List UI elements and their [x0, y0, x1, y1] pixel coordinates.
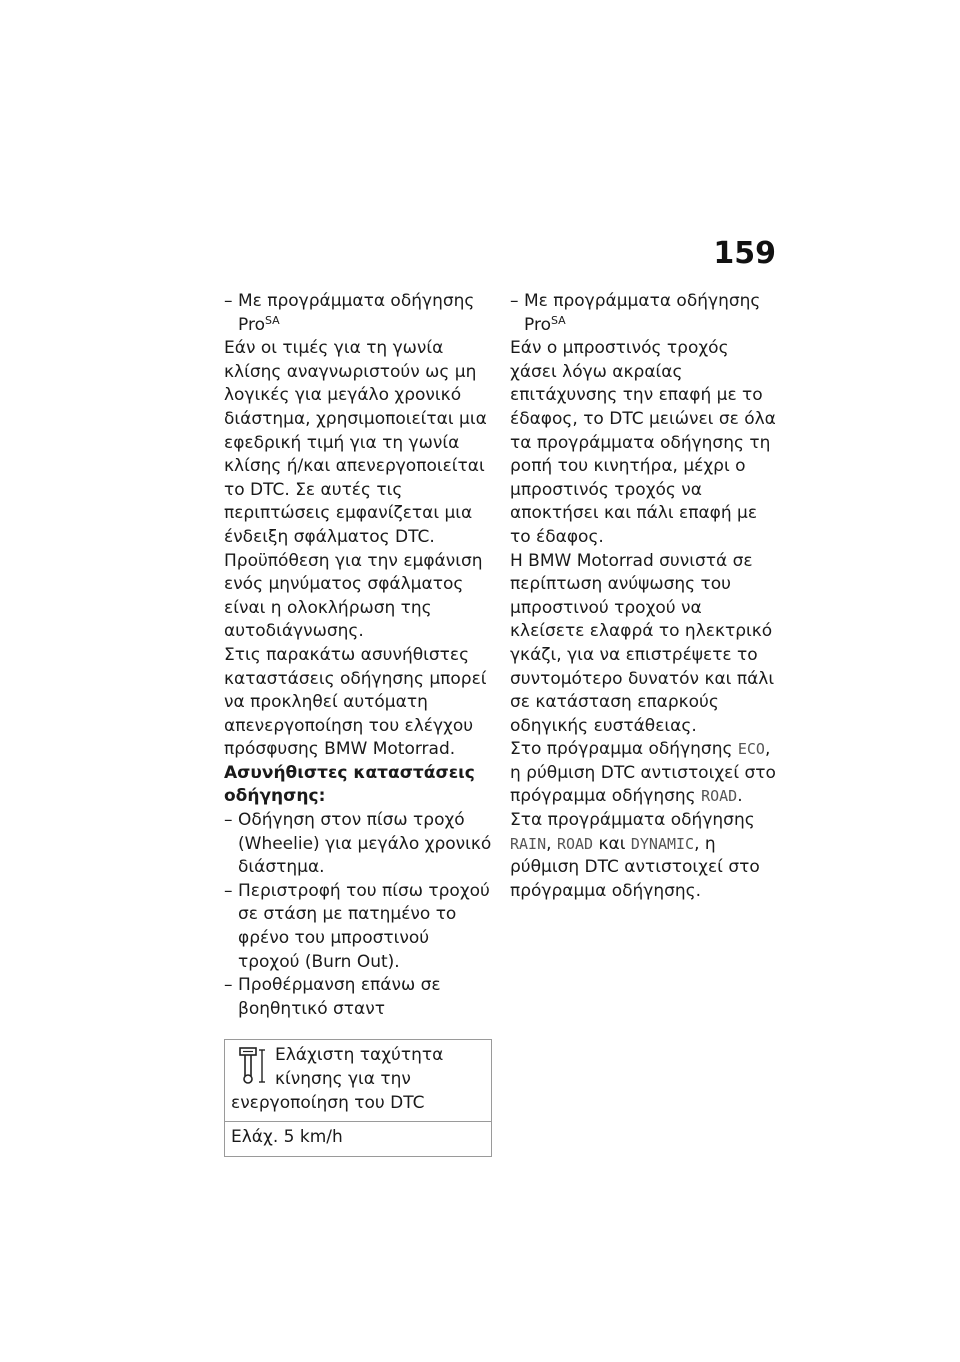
pro-label: Pro: [238, 314, 265, 335]
left-column: [224, 290, 494, 1157]
sa-superscript: SA: [264, 313, 280, 327]
text: , η ρύθμιση DTC αντιστοιχεί στο πρόγραμμα οδήγησης.: [510, 833, 760, 901]
mode-road: ROAD: [556, 834, 594, 853]
page-number: 159: [713, 236, 776, 271]
list-item: – Προθέρμανση επάνω σε βοηθητικό σταντ: [224, 974, 494, 1021]
pro-label: Pro: [524, 314, 551, 335]
list-item-pro-sa: [510, 290, 780, 337]
paragraph: Στις παρακάτω ασυνήθιστες καταστάσεις οδήγησης μπορεί να προκληθεί αυτόματη απενεργοποίηση του ελέγχου πρόσφυσης BMW Motorrad.: [224, 644, 487, 760]
spec-value: Ελάχ. 5 km/h: [231, 1127, 343, 1148]
text: , η ρύθμιση DTC αντιστοιχεί στο πρόγραμμα οδήγησης: [510, 739, 776, 807]
item-label: Με προγράμματα οδήγησης: [238, 291, 475, 311]
paragraph: Εάν ο μπροστινός τροχός χάσει λόγω ακραίας επιτάχυνσης την επαφή με το έδαφος, το DTC μειώνει σε όλα τα προγράμματα οδήγησης τη ροπή του κινητήρα, μέχρι ο μπροστινός τροχός να αποκτήσει και πάλι επαφή με το έδαφος.: [510, 338, 776, 547]
text: και: [593, 833, 631, 854]
list-item-pro-sa: [224, 290, 494, 337]
mode-road: ROAD: [701, 787, 738, 806]
item-label: Με προγράμματα οδήγησης: [524, 291, 761, 311]
section-heading: Ασυνήθιστες καταστάσεις οδήγησης:: [224, 762, 475, 807]
sa-superscript: SA: [550, 313, 566, 327]
wrench-spec-icon: [237, 1046, 267, 1086]
paragraph-modes: [510, 809, 780, 903]
spec-header: [225, 1040, 491, 1122]
text: ,: [546, 833, 557, 854]
right-column: [510, 290, 780, 903]
text: .: [737, 786, 743, 807]
paragraph: Η BMW Motorrad συνιστά σε περίπτωση ανύψωσης του μπροστινού τροχού να κλείσετε ελαφρά το ηλεκτρικό γκάζι, για να επιστρέψετε το συντομότερο δυνατόν και πάλι σε κατάσταση επαρκούς οδηγικής ευστάθειας.: [510, 550, 775, 736]
text: Στο πρόγραμμα οδήγησης: [510, 739, 738, 760]
mode-eco: ECO: [737, 740, 765, 759]
list-item: – Οδήγηση στον πίσω τροχό (Wheelie) για μεγάλο χρονικό διάστημα.: [224, 809, 494, 880]
list-item: – Περιστροφή του πίσω τροχού σε στάση με πατημένο το φρένο του μπροστινού τροχού (Burn Out).: [224, 880, 494, 974]
spec-table: [224, 1039, 492, 1156]
paragraph-eco: [510, 738, 780, 809]
mode-dynamic: DYNAMIC: [630, 834, 695, 853]
paragraph: Εάν οι τιμές για τη γωνία κλίσης αναγνωριστούν ως μη λογικές για μεγάλο χρονικό διάστημα, χρησιμοποιείται μια εφεδρική τιμή για τη γωνία κλίσης ή/και απενεργοποιείται το DTC. Σε αυτές τις περιπτώσεις εμφανίζεται μια ένδειξη σφάλματος DTC. Προϋπόθεση για την εμφάνιση ενός μηνύματος σφάλματος είναι η ολοκλήρωση της αυτοδιάγνωσης.: [224, 338, 487, 642]
mode-rain: RAIN: [510, 834, 547, 853]
spec-label: Ελάχιστη ταχύτητα κίνησης για την ενεργοποίηση του DTC: [231, 1045, 444, 1113]
text: Στα προγράμματα οδήγησης: [510, 810, 755, 831]
